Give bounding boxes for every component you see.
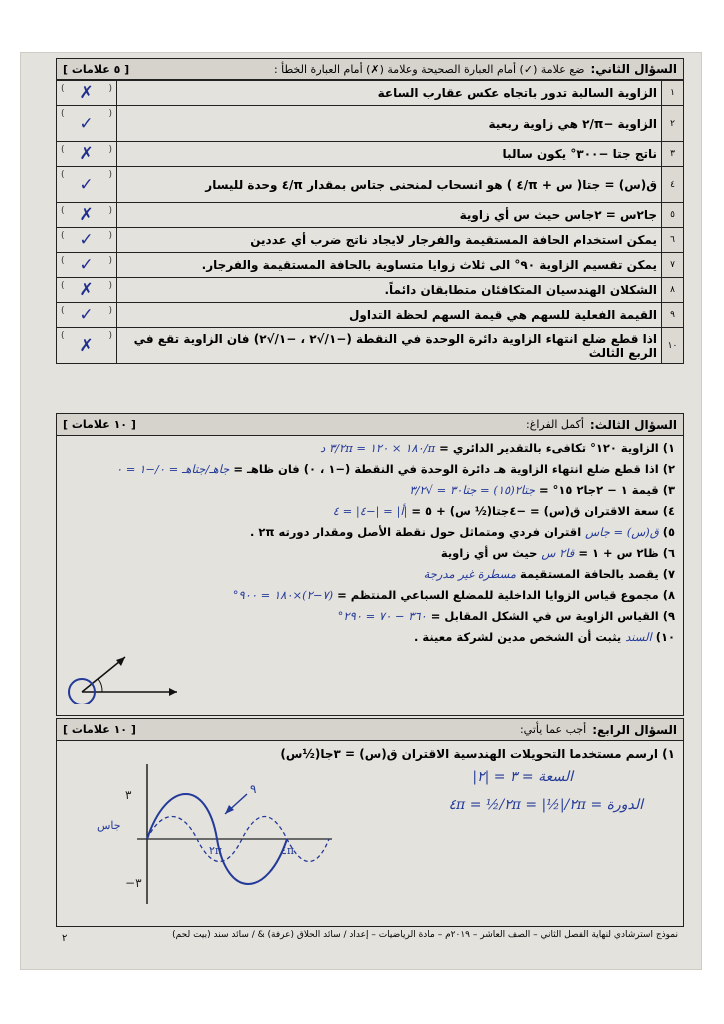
tf-row-number: ٧ — [662, 253, 684, 278]
exam-sheet — [56, 58, 684, 956]
fill-line-answer: |أ| = |−٤| = ٤ — [332, 504, 408, 518]
fill-line — [65, 522, 675, 543]
fill-line-label: ٣) قيمة ١ − ٢جا٢ ١٥° = — [534, 483, 675, 497]
q4-header — [57, 719, 683, 741]
q3-title: السؤال الثالث: — [589, 417, 677, 432]
x-label-2pi: ٢π — [209, 844, 223, 857]
fill-line-label: ٨) مجموع قياس الزوايا الداخلية للمضلع السباعي المنتظم = — [333, 588, 675, 602]
orig-curve-label: جاس — [97, 819, 121, 832]
answer-mark: ✓ — [79, 230, 94, 250]
fill-line — [65, 564, 675, 585]
tf-row — [57, 81, 684, 106]
q3-section — [56, 413, 684, 716]
tf-row-number: ٨ — [662, 278, 684, 303]
fill-line-label: ٥) — [658, 525, 675, 539]
tf-row-statement: جا٢س = ٢جاس حيث س أي زاوية — [117, 203, 662, 228]
tf-row-statement: ناتج جتا −٣٠٠° يكون سالبا — [117, 142, 662, 167]
footer-text: نموذج استرشادي لنهاية الفصل الثاني – الصف العاشر – ٢٠١٩م – مادة الرياضيات – إعداد / سائد الحلاق (عرفة) & / سائد سند (بيت لحم) — [172, 930, 678, 940]
fill-line — [65, 543, 675, 564]
tf-answer-cell[interactable]: ( ✗ ) — [57, 203, 117, 228]
tf-row-statement: الزاوية −π/٢ هي زاوية ربعية — [117, 106, 662, 142]
tf-answer-cell[interactable]: ( ✗ ) — [57, 142, 117, 167]
q4-marks: [ ١٠ علامات ] — [63, 723, 136, 736]
tf-row-number: ٤ — [662, 167, 684, 203]
tf-answer-cell[interactable]: ( ✓ ) — [57, 228, 117, 253]
fill-line — [65, 585, 675, 606]
answer-mark: ✗ — [79, 335, 94, 356]
tf-row — [57, 328, 684, 364]
q2-instruction: ضع علامة (✓) أمام العبارة الصحيحة وعلامة (✗) أمام العبارة الخطأ : — [273, 62, 585, 76]
tf-row — [57, 278, 684, 303]
tf-row-statement: الزاوية السالبة تدور باتجاه عكس عقارب الساعة — [117, 81, 662, 106]
fill-line-answer: جتا٢(١٥) = جتا٣٠ = √٣/٢ — [409, 483, 535, 497]
fill-line-answer: مسطرة غير مدرجة — [423, 567, 517, 581]
answer-mark: ✗ — [79, 144, 94, 164]
fill-line-label: ١) الزاوية ١٢٠° تكافىء بالتقدير الدائري = — [435, 441, 675, 455]
fill-line-answer: ق(س) = جاس — [585, 525, 659, 539]
q2-header — [56, 58, 684, 80]
q2-title: السؤال الثاني: — [590, 62, 677, 76]
fill-line-answer: جاهـ/جتاهـ = ٠/−١ = ٠ — [115, 462, 230, 476]
fill-line-label: ٩) القياس الزاوية س في الشكل المقابل = — [426, 609, 675, 623]
fill-line-tail: يثبت أن الشخص مدين لشركة معينة . — [414, 630, 626, 644]
q4-instruction: أجب عما يأتي: — [519, 723, 587, 736]
fill-line-label: ١٠) — [651, 630, 675, 644]
fill-line — [65, 606, 675, 627]
fill-line-label: ٧) يقصد بالحافة المستقيمة — [516, 567, 675, 581]
tf-row — [57, 303, 684, 328]
tf-row-number: ١ — [662, 81, 684, 106]
fill-line-tail: اقتران فردي ومتماثل حول نقطة الأصل ومقدار دورته ٢π . — [250, 525, 586, 539]
fill-line-label: ٤) سعة الاقتران ق(س) = −٤جتا(½ س) + ٥ = — [407, 504, 675, 518]
tf-row — [57, 142, 684, 167]
tf-row-statement: الشكلان الهندسيان المتكافئان متطابقان دائماً. — [117, 278, 662, 303]
tf-row — [57, 167, 684, 203]
fill-line-answer: ٣٦٠ − ٧٠ = ٢٩٠° — [337, 609, 427, 623]
answer-mark: ✓ — [79, 113, 94, 134]
fill-line-tail: حيث س أي زاوية — [440, 546, 542, 560]
fill-line — [65, 459, 675, 480]
fill-line-label: ٢) اذا قطع ضلع انتهاء الزاوية هـ دائرة الوحدة في النقطة (−١ ، ٠) فان ظاهـ = — [229, 462, 675, 476]
y-min-label: −٣ — [125, 876, 142, 890]
q4-title: السؤال الرابع: — [592, 722, 677, 737]
tf-row — [57, 106, 684, 142]
fill-line — [65, 438, 675, 459]
tf-row-statement: ق(س) = جتا( س + π/٤ ) هو انسحاب لمنحنى جتاس بمقدار π/٤ وحدة لليسار — [117, 167, 662, 203]
fill-line-answer: السند — [625, 630, 652, 644]
tf-answer-cell[interactable]: ( ✗ ) — [57, 81, 117, 106]
q4-section — [56, 718, 684, 926]
tf-row-statement: القيمة الفعلية للسهم هي قيمة السهم لحظة التداول — [117, 303, 662, 328]
page-footer — [56, 926, 684, 948]
fill-line-label: ٦) ظا٢ س + ١ = — [574, 546, 675, 560]
fill-line — [65, 480, 675, 501]
tf-row-number: ٥ — [662, 203, 684, 228]
q4-question: ١) ارسم مستخدما التحويلات الهندسية الاقتران ق(س) = ٣جا(½س) — [280, 747, 675, 761]
q4-work-period: الدورة = ٢π/|½| = ٢π/½ = ٤π — [448, 797, 643, 813]
answer-mark: ✓ — [79, 174, 94, 195]
tf-answer-cell[interactable]: ( ✓ ) — [57, 167, 117, 203]
tf-row-statement: اذا قطع ضلع انتهاء الزاوية دائرة الوحدة في النقطة (−١/√٢ ، −١/√٢) فان الزاوية تقع في الربع الثالث — [117, 328, 662, 364]
fill-line-answer: (٧−٢)×١٨٠ = ٩٠٠° — [232, 588, 334, 602]
fill-in-lines — [57, 436, 683, 650]
y-max-label: ٣ — [125, 788, 132, 802]
tf-row — [57, 228, 684, 253]
tf-row-number: ٣ — [662, 142, 684, 167]
answer-mark: ✗ — [79, 83, 94, 103]
tf-row — [57, 203, 684, 228]
tf-row-number: ٩ — [662, 303, 684, 328]
tf-row-number: ٢ — [662, 106, 684, 142]
fill-line — [65, 501, 675, 522]
true-false-table — [56, 80, 684, 364]
q4-work-amplitude: السعة = ٣ = |٢| — [472, 769, 573, 785]
angle-diagram — [67, 632, 187, 704]
fill-line-answer: π/١٨٠ × ١٢٠ = ٢π/٣ د — [320, 441, 436, 455]
q3-instruction: أكمل الفراغ: — [526, 418, 584, 431]
x-label-4pi: ٤π — [281, 844, 295, 857]
tf-row — [57, 253, 684, 278]
answer-mark: ✓ — [79, 305, 94, 325]
q3-header — [57, 414, 683, 436]
sine-graph — [97, 759, 337, 909]
tf-answer-cell[interactable]: ( ✓ ) — [57, 303, 117, 328]
tf-answer-cell[interactable]: ( ✓ ) — [57, 106, 117, 142]
tf-answer-cell[interactable]: ( ✗ ) — [57, 328, 117, 364]
page-number: ٢ — [62, 933, 68, 944]
tf-row-statement: يمكن استخدام الحافة المستقيمة والفرجار لايجاد ناتج ضرب أي عددين — [117, 228, 662, 253]
q2-marks: [ ٥ علامات ] — [63, 62, 130, 76]
tf-answer-cell[interactable]: ( ✗ ) — [57, 278, 117, 303]
curve-label: ٩ — [250, 782, 257, 796]
answer-mark: ✗ — [79, 280, 94, 300]
tf-row-number: ١٠ — [662, 328, 684, 364]
fill-line-answer: قا٢ س — [541, 546, 575, 560]
q3-marks: [ ١٠ علامات ] — [63, 418, 136, 431]
tf-row-statement: يمكن تقسيم الزاوية ٩٠° الى ثلاث زوايا متساوية بالحافة المستقيمة والفرجار. — [117, 253, 662, 278]
tf-answer-cell[interactable]: ( ✓ ) — [57, 253, 117, 278]
answer-mark: ✗ — [79, 205, 94, 225]
answer-mark: ✓ — [79, 255, 94, 275]
tf-row-number: ٦ — [662, 228, 684, 253]
